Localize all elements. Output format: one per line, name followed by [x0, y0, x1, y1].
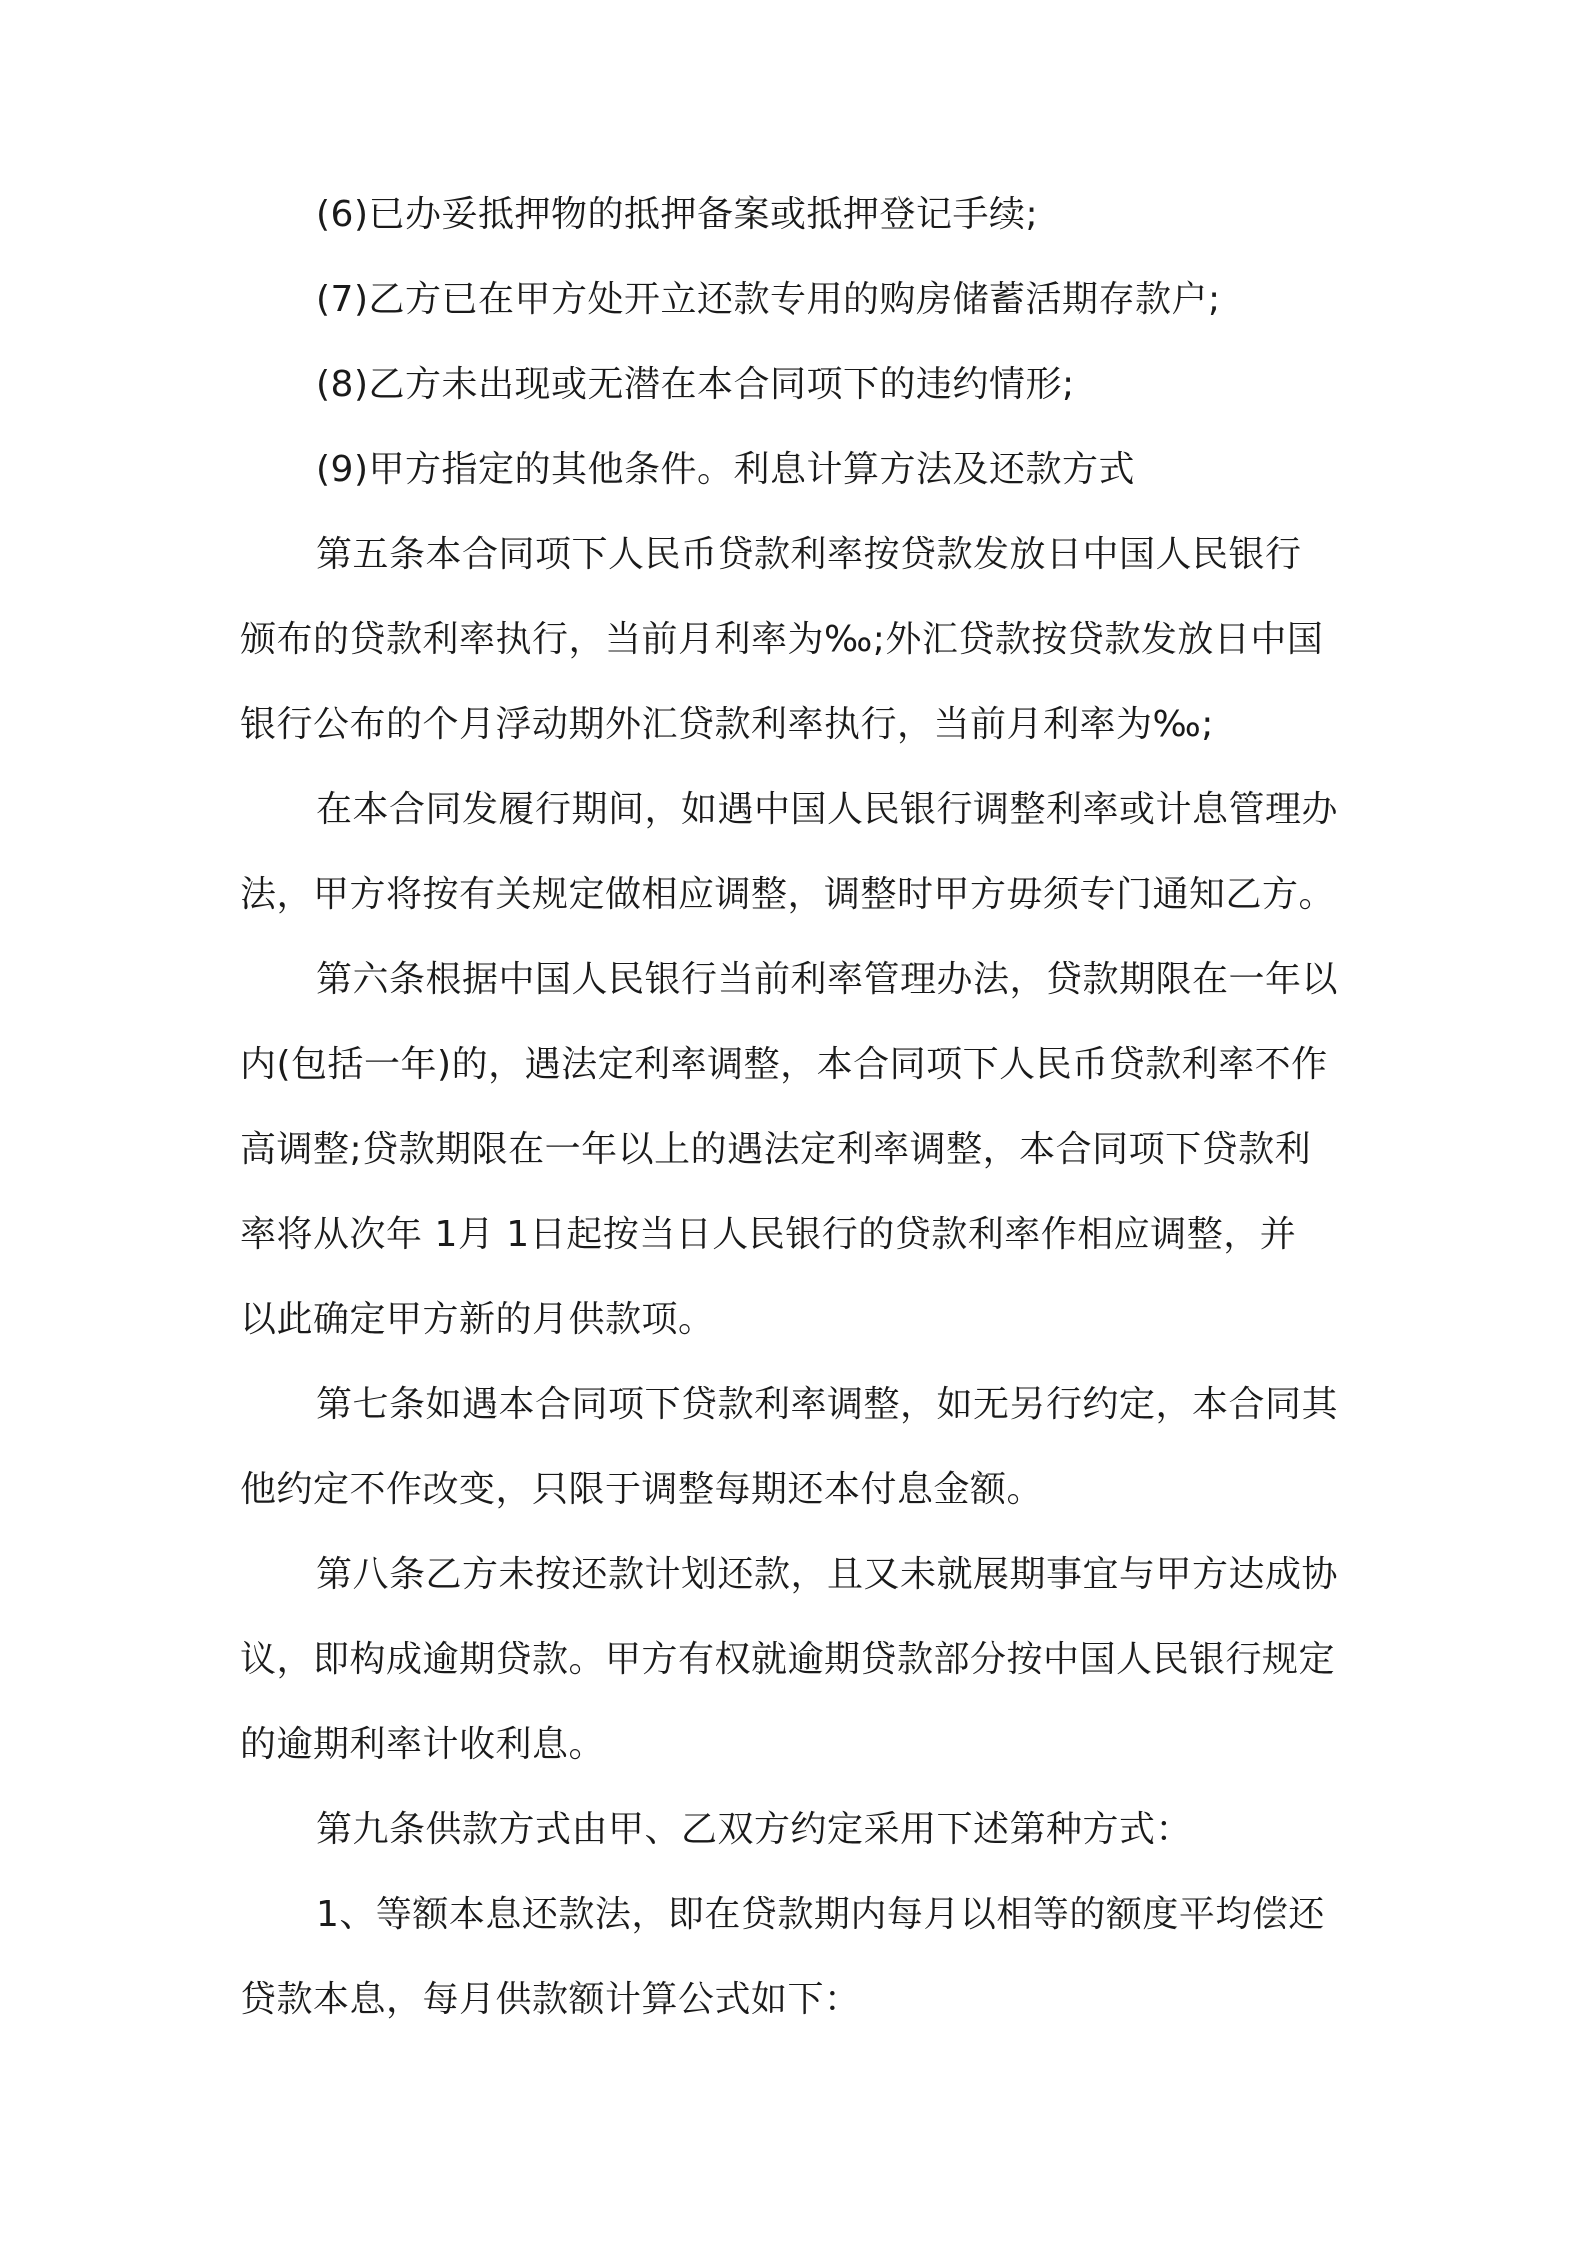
text-line: 高调整;贷款期限在一年以上的遇法定利率调整，本合同项下贷款利 [240, 1129, 1312, 1170]
text-line: 银行公布的个月浮动期外汇贷款利率执行，当前月利率为‰; [240, 704, 1214, 745]
text-line: (7)乙方已在甲方处开立还款专用的购房储蓄活期存款户; [316, 279, 1221, 320]
text-line: 他约定不作改变，只限于调整每期还本付息金额。 [240, 1469, 1044, 1510]
text-line: 颁布的贷款利率执行，当前月利率为‰;外汇贷款按贷款发放日中国 [240, 619, 1324, 660]
text-line: 议，即构成逾期贷款。甲方有权就逾期贷款部分按中国人民银行规定 [240, 1639, 1336, 1680]
text-line: 贷款本息，每月供款额计算公式如下： [240, 1979, 861, 2020]
text-line: 第七条如遇本合同项下贷款利率调整，如无另行约定，本合同其 [316, 1384, 1339, 1425]
text-line: 的逾期利率计收利息。 [240, 1724, 606, 1765]
text-line: 第五条本合同项下人民币贷款利率按贷款发放日中国人民银行 [316, 534, 1302, 575]
text-line: 第九条供款方式由甲、乙双方约定采用下述第种方式： [316, 1809, 1193, 1850]
text-line: (6)已办妥抵押物的抵押备案或抵押登记手续; [316, 194, 1039, 235]
text-line: 在本合同发履行期间，如遇中国人民银行调整利率或计息管理办 [316, 789, 1339, 830]
text-line: 法，甲方将按有关规定做相应调整，调整时甲方毋须专门通知乙方。 [240, 874, 1336, 915]
text-line: 第六条根据中国人民银行当前利率管理办法，贷款期限在一年以 [316, 959, 1339, 1000]
text-line: 1、等额本息还款法，即在贷款期内每月以相等的额度平均偿还 [316, 1894, 1325, 1935]
text-line: 率将从次年 1月 1日起按当日人民银行的贷款利率作相应调整，并 [240, 1214, 1297, 1255]
text-line: 第八条乙方未按还款计划还款，且又未就展期事宜与甲方达成协 [316, 1554, 1339, 1595]
text-line: 以此确定甲方新的月供款项。 [240, 1299, 715, 1340]
text-line: (9)甲方指定的其他条件。利息计算方法及还款方式 [316, 449, 1135, 490]
text-line: (8)乙方未出现或无潜在本合同项下的违约情形; [316, 364, 1075, 405]
text-line: 内(包括一年)的，遇法定利率调整，本合同项下人民币贷款利率不作 [240, 1044, 1328, 1085]
